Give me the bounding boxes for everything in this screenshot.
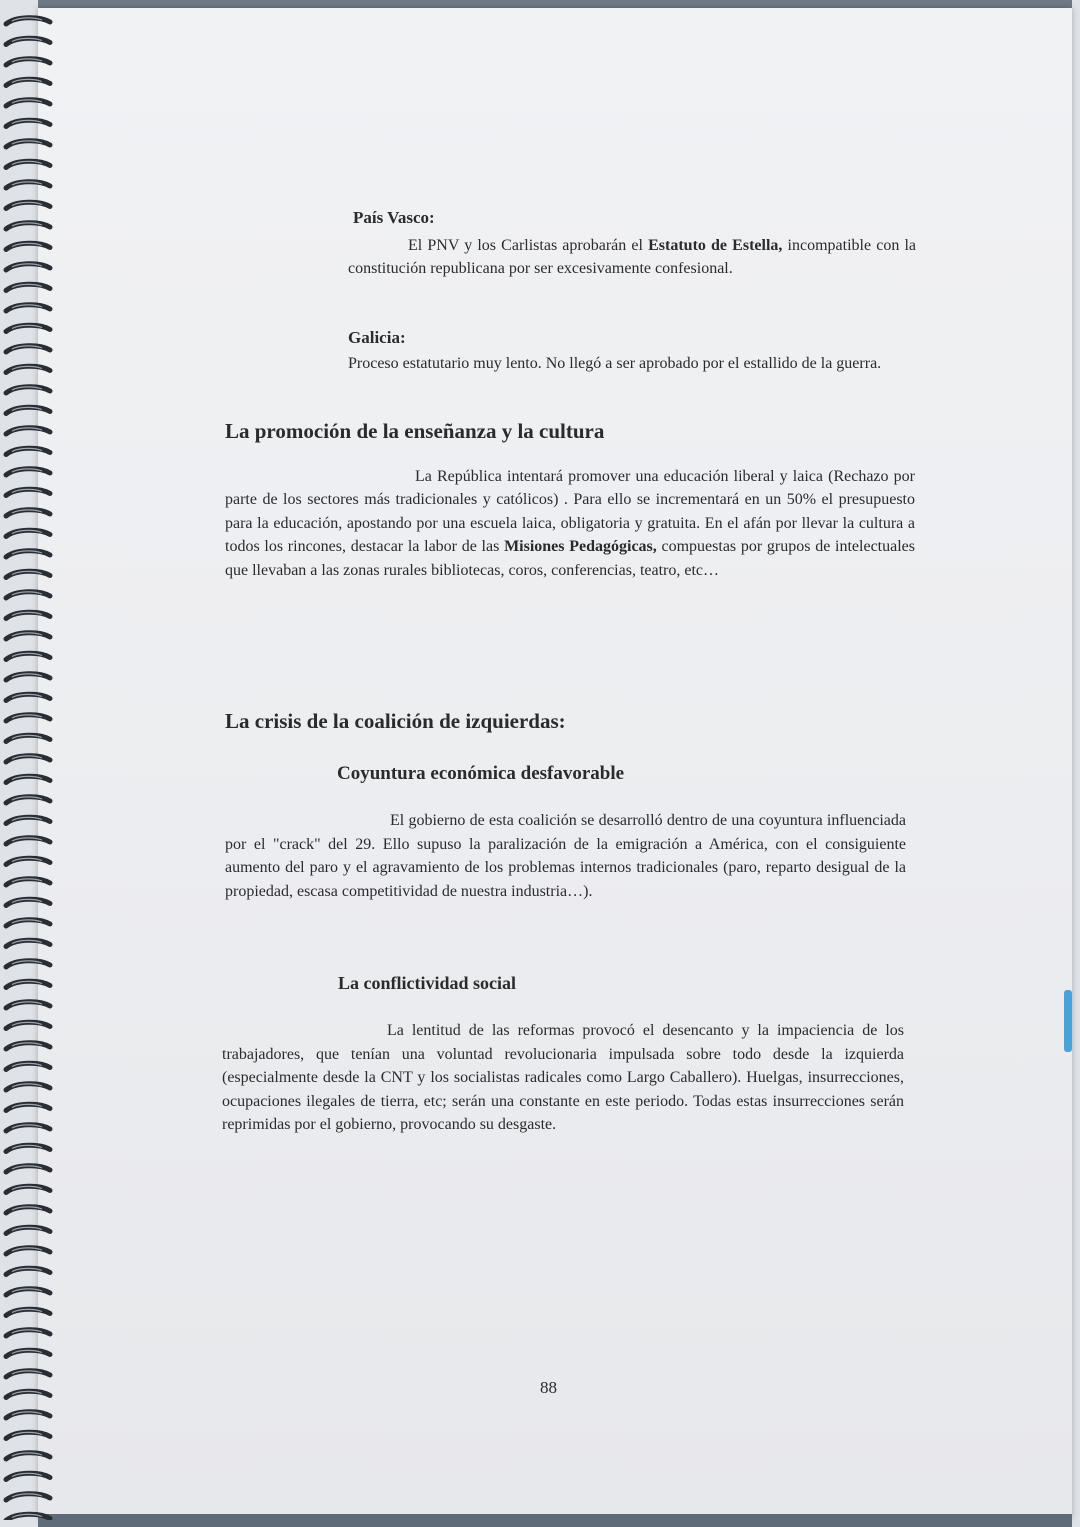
pais-vasco-title: País Vasco:: [353, 208, 435, 227]
section-galicia: [348, 326, 916, 375]
galicia-title: Galicia:: [348, 328, 406, 347]
ensenanza-heading: La promoción de la enseñanza y la cultura: [225, 419, 605, 443]
ensenanza-bold: Misiones Pedagógicas,: [504, 538, 657, 555]
pais-vasco-bold: Estatuto de Estella,: [648, 236, 783, 254]
pais-vasco-text-b: incompatible con la constitución republicana por ser excesivamente confesional.: [348, 236, 917, 277]
section-ensenanza: [225, 420, 915, 582]
galicia-paragraph: Proceso estatutario muy lento. No llegó a ser aprobado por el estallido de la guerra.: [348, 354, 882, 372]
conflictividad-heading: La conflictividad social: [338, 973, 517, 993]
spiral-binding: [0, 10, 60, 1520]
page-number: 88: [540, 1378, 557, 1397]
ensenanza-paragraph: [225, 465, 915, 583]
crisis-heading: La crisis de la coalición de izquierdas:: [225, 709, 566, 733]
coyuntura-paragraph: El gobierno de esta coalición se desarrolló dentro de una coyuntura influenciada por el "crack" del 29. Ello supuso la paralización de la emigración a América, con el consiguiente aumento del paro y el agravamiento de los problemas internos tradicionales (paro, reparto desigual de la propiedad, escasa competitividad de nuestra industria…).: [225, 812, 906, 900]
blue-tab-marker: [1064, 990, 1072, 1052]
conflictividad-section: [222, 1019, 904, 1137]
ensenanza-text-b: compuestas por grupos de intelectuales que llevaban a las zonas rurales bibliotecas, coros, conferencias, teatro, etc…: [225, 538, 916, 579]
coyuntura-heading: Coyuntura económica desfavorable: [337, 763, 625, 784]
pais-vasco-paragraph: [348, 234, 916, 281]
coyuntura-section: [225, 809, 906, 903]
conflictividad-paragraph: La lentitud de las reformas provocó el desencanto y la impaciencia de los trabajadores, que tenían una voluntad revolucionaria impulsada sobre todo desde la izquierda (especialmente desde la CNT y los socialistas radicales como Largo Caballero). Huelgas, insurrecciones, ocupaciones ilegales de tierra, etc; serán una constante en este periodo. Todas estas insurrecciones serán reprimidas por el gobierno, provocando su desgaste.: [222, 1022, 904, 1133]
page-bottom-edge: [38, 1514, 1072, 1527]
pais-vasco-text-a: El PNV y los Carlistas aprobarán el: [408, 236, 649, 254]
ensenanza-text-a: La República intentará promover una educación liberal y laica (Rechazo por parte de los sectores más tradicionales y católicos) . Para ello se incrementará en un 50% el presupuesto para la educación, apostando por una escuela laica, obligatoria y gratuita. En el afán por llevar la cultura a todos los rincones, destacar la labor de las: [225, 467, 915, 555]
section-pais-vasco: [348, 206, 916, 281]
